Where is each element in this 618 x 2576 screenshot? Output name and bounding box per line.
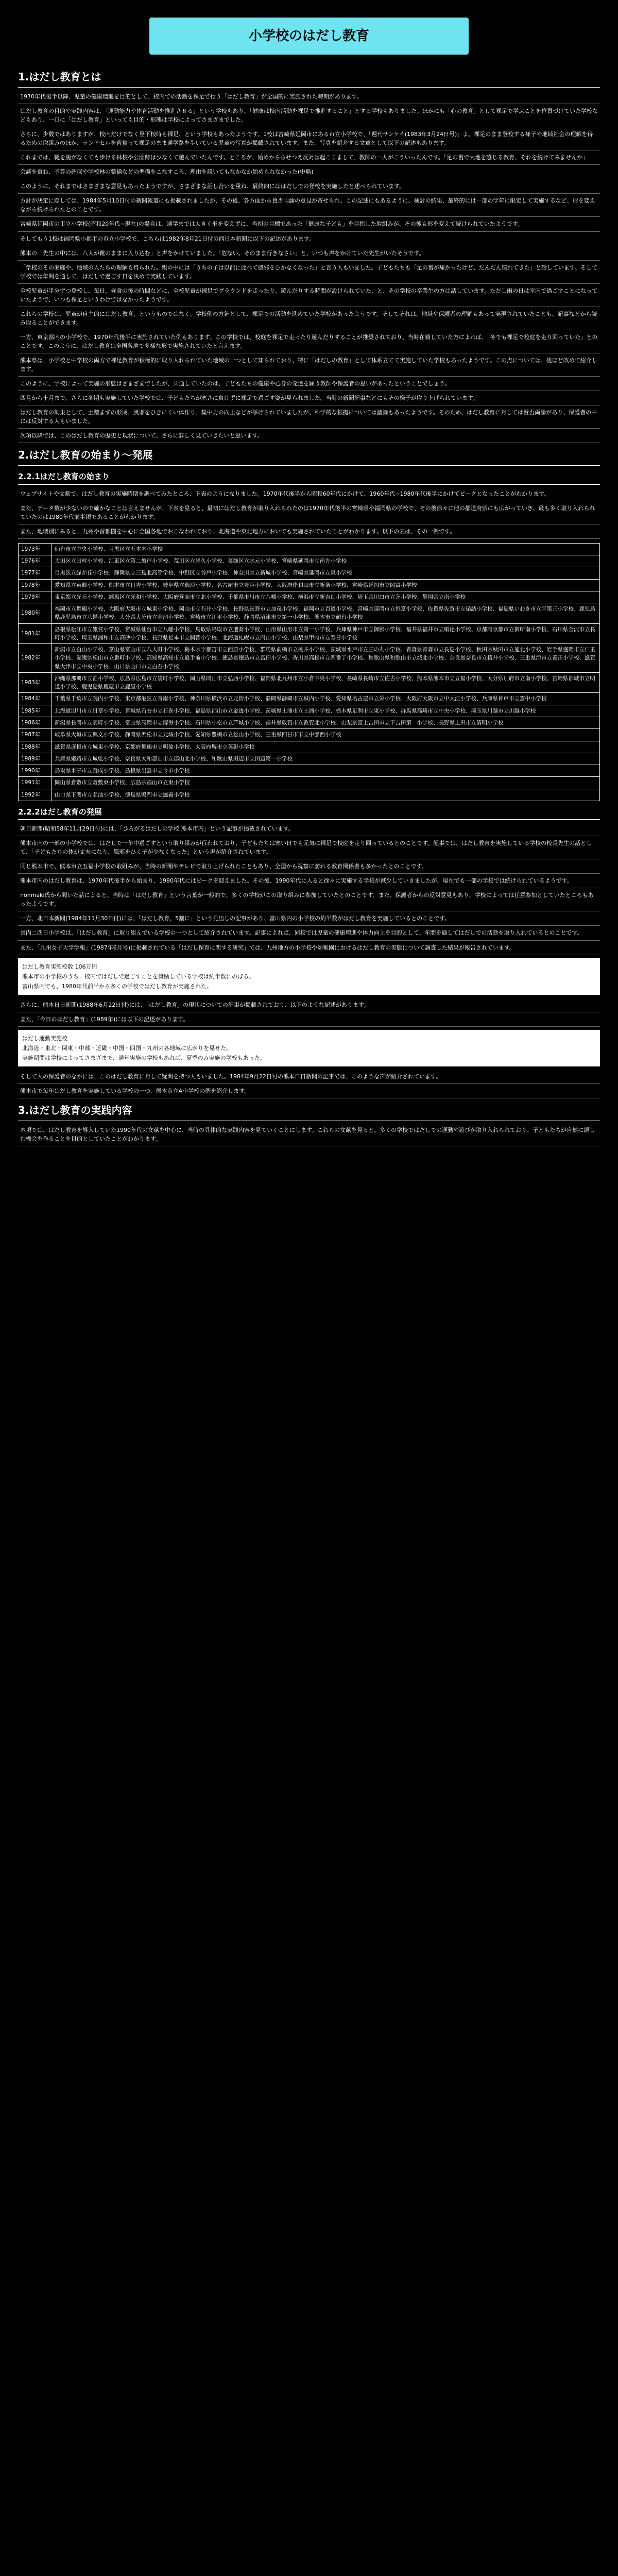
paragraph: また、地域別にみると、九州や首都圏を中心に全国各地でおこなわれており、北海道や東北地方においても実施されていたことがわかります。以下の表は、その一例です。 bbox=[18, 524, 600, 539]
table-cell-year: 1991年 bbox=[19, 777, 52, 789]
article-wrapper bbox=[0, 55, 618, 2576]
table-row bbox=[19, 705, 600, 717]
paragraph: 全校児童が半分ずつ登校し、毎日、昼食の後の時間などに、全校児童が裸足でグラウンドを走ったり、遊んだりする時間が設けられていた、と、その学校の卒業生の方は話しています。ただし雨の日は室内で過ごすことになっていたようで、いつも裸足というわけではなかったようです。 bbox=[18, 284, 600, 307]
table-row bbox=[19, 591, 600, 603]
paragraph: また、「今日のはだし教育」(1989年)には以下の記述があります。 bbox=[18, 1012, 600, 1027]
table-cell-schools: 新潟市立白山小学校、富山県富山市立八人町小学校、栃木県宇都宮市立西原小学校、群馬県前橋市立桃井小学校、茨城県水戸市立三の丸小学校、青森県青森市立長島小学校、秋田県秋田市立旭北小学校、岩手県盛岡市立仁王小学校、愛媛県松山市立番町小学校、高知県高知市立追手前小学校、徳島県徳島市立富田小学校、香川県高松市立四番丁小学校、和歌山県和歌山市立城北小学校、奈良県奈良市立椿井小学校、三重県津市立養正小学校、滋賀県大津市立中央小学校、山口県山口市立白石小学校 bbox=[52, 644, 600, 673]
table-cell-year: 1987年 bbox=[19, 729, 52, 741]
table-cell-schools: 北海道旭川市立日章小学校、宮城県石巻市立石巻小学校、福島県郡山市立金透小学校、茨城県土浦市立土浦小学校、栃木県足利市立東小学校、群馬県高崎市立中央小学校、埼玉県川越市立川越小学校 bbox=[52, 705, 600, 717]
table-row bbox=[19, 603, 600, 624]
paragraph: 熊本の「先生の中には、八人が靴のままに入り込む」と声をかけていました。「危ない。そのまま行きなさい」と、いつも声をかけていた先生がいたそうです。 bbox=[18, 246, 600, 261]
section2-sub2-body-b bbox=[18, 998, 600, 1027]
table-row bbox=[19, 672, 600, 693]
section1-body bbox=[18, 90, 600, 443]
table-cell-schools: 大田区立田村小学校、江東区立第二亀戸小学校、荒川区立尾久小学校、葛飾区立水元小学校、宮崎県延岡市立南方小学校 bbox=[52, 555, 600, 567]
paragraph: 一方、東京都内の小学校で、1970年代後半に実施されていた例もあります。この学校では、校庭を裸足で走ったり遊んだりすることが推奨されており、当時在籍していた方によれば、「冬でも裸足で校庭を走り回っていた」とのことです。このように、はだし教育は全国各地で多様な形で実施されていたと言えます。 bbox=[18, 330, 600, 353]
table-cell-schools: 新潟県長岡市立表町小学校、富山県高岡市立博労小学校、石川県小松市立芦城小学校、福井県敦賀市立敦賀北小学校、山梨県富士吉田市立下吉田第一小学校、長野県上田市立清明小学校 bbox=[52, 717, 600, 729]
paragraph: さらに、熊本日日新聞(1988年6月22日付)には、「はだし教育」の現状についての記事が掲載されており、以下のような記述があります。 bbox=[18, 998, 600, 1012]
paragraph: はだし教育の効果として、土踏まずの形成、風邪をひきにくい体作り、集中力の向上などが挙げられていましたが、科学的な根拠については議論もあったようです。そのため、はだし教育に対しては賛否両論があり、保護者の中には反対する人もいました。 bbox=[18, 405, 600, 429]
table-cell-year: 1979年 bbox=[19, 591, 52, 603]
paragraph: 熊本県は、小学校と中学校の両方で裸足教育が積極的に取り入れられていた地域の一つとして知られており、特に「はだしの教育」として体系立てて実施していた学校もあったようです。この点については、後ほど改めて紹介します。 bbox=[18, 353, 600, 377]
paragraph: 宮崎県延岡市の市立小学校(昭和20年代~現在)の場合は、通学までは大きく形を変えずに、当初の目標であった「健康な子ども」を目指した取組みが、その後も形を変えて続けられていたようです。 bbox=[18, 217, 600, 231]
paragraph: 一方、北日本新聞(1984年11月30日付)には、「はだし教育、5割に」という見出しの記事があり、富山県内の小学校の約半数がはだし教育を実施しているとのことです。 bbox=[18, 911, 600, 926]
paragraph: 本項では、はだし教育を導入していた1990年代の文献を中心に、当時の具体的な実践内容を見ていくことにします。これらの文献を見ると、多くの学校ではだしでの運動や遊びが取り入れられており、子どもたちが自然に親しむ機会を作ることを目的としていたことがわかります。 bbox=[18, 1123, 600, 1146]
paragraph: 「学校のその家庭や、地域の人たちの理解も得られた。親の中には「うちの子は以前に比べて風邪をひかなくなった」と言う人もいました。子どもたちも「足の裏が痛かったけど、だんだん慣れてきた」と話しています。そして学校では年間を通して、はだしで過ごす日を決めて実践しています。 bbox=[18, 261, 600, 284]
paragraph: このように、学校によって実施の形態はさまざまでしたが、共通していたのは、子どもたちの健康や心身の発達を願う教師や保護者の思いがあったということでしょう。 bbox=[18, 377, 600, 391]
paragraph: 1970年代後半以降、児童の健康増進を目的として、校内での活動を裸足で行う「はだし教育」が全国的に実施された時期があります。 bbox=[18, 90, 600, 104]
quote-line: 北海道・東北・関東・中部・近畿・中国・四国・九州の各地域に広がりを見せた。 bbox=[22, 1044, 232, 1052]
quote-line: はだし教育実施校数 106万円 bbox=[22, 963, 97, 970]
table-cell-schools: 目黒区立緑が丘小学校、静岡県立三島北高等学校、中野区立谷戸小学校、神奈川県立新城小学校、宮崎県延岡市立東小学校 bbox=[52, 567, 600, 579]
paragraph: 長内二四日小学校は、「はだし教育」に取り組んでいる学校の一つとして紹介されています。記事によれば、同校では児童の健康増進や体力向上を目的として、年間を通してはだしでの活動を取り入れているとのことです。 bbox=[18, 926, 600, 940]
table-row bbox=[19, 789, 600, 801]
table-row bbox=[19, 555, 600, 567]
section2-sub2-heading: 2.2.2はだし教育の発展 bbox=[18, 806, 600, 820]
table-cell-schools: 沖縄県那覇市立泊小学校、広島県広島市立袋町小学校、岡山県岡山市立弘西小学校、福岡県北九州市立小倉中央小学校、長崎県長崎市立佐古小学校、熊本県熊本市立五福小学校、大分県別府市立南小学校、宮崎県都城市立明道小学校、鹿児島県鹿屋市立鹿屋小学校 bbox=[52, 672, 600, 693]
section2-sub1-heading: 2.2.1はだし教育の始まり bbox=[18, 471, 600, 484]
paragraph: さらに、少数ではありますが、校内だけでなく登下校時も裸足、という学校もあったようです。1校は宮崎県延岡市にある市立小学校で、「週刊サンケイ(1983年3月24日号)」よ、裸足のまま登校する様子や地域社会の理解を得るための取組みのほか、ランドセルを背負って裸足のまま通学路を歩いている児童の写真が掲載されています。また、写真を紹介する文章として以下の記述もあります。 bbox=[18, 127, 600, 150]
table-cell-year: 1976年 bbox=[19, 555, 52, 567]
section1-heading: 1.はだし教育とは bbox=[18, 69, 600, 88]
table-row bbox=[19, 644, 600, 673]
paragraph: 熊本市で毎年はだし教育を実施している学校の一つ、熊本市立A小学校の例を紹介します。 bbox=[18, 1084, 600, 1098]
table-row bbox=[19, 729, 600, 741]
section2-heading: 2.はだし教育の始まり〜発展 bbox=[18, 447, 600, 466]
paragraph: 朝日新聞(昭和58年11月29日付)には、「ひろがるはだしの学校 熊本市内」という記事が掲載されています。 bbox=[18, 822, 600, 836]
table-row bbox=[19, 579, 600, 591]
paragraph: nonmaki氏から聞いた話によると、当時は「はだし教育」という言葉が一般的で、多くの学校がこの取り組みに参加していたとのことです。また、保護者からの反対意見もあり、学校によっては任意参加としていたところもあったようです。 bbox=[18, 888, 600, 911]
table-cell-year: 1984年 bbox=[19, 693, 52, 705]
paragraph: 熊本市内の一部の小学校では、はだしで一年中過ごすという取り組みが行われており、子どもたちは寒い日でも元気に裸足で校庭を走り回っているとのことです。記事では、はだし教育を実施している学校の校長先生の話として、「子どもたちの体が丈夫になり、風邪をひく子が少なくなった」という声が紹介されています。 bbox=[18, 836, 600, 859]
table-cell-schools: 東京都立光丘小学校、練馬区立光和小学校、大阪府箕面市立北小学校、千葉県市川市立八幡小学校、横浜市立新吉田小学校、埼玉県川口市立芝小学校、静岡県立南小学校 bbox=[52, 591, 600, 603]
table-cell-schools: 兵庫県姫路市立城乾小学校、奈良県大和郡山市立郡山北小学校、和歌山県田辺市立田辺第一小学校 bbox=[52, 753, 600, 765]
table-cell-year: 1973年 bbox=[19, 543, 52, 555]
table-cell-year: 1990年 bbox=[19, 765, 52, 777]
paragraph: 四月から十月まで、さらに冬期も実施していた学校では、子どもたちが寒さに負けずに裸足で過ごす姿が見られました。当時の新聞記事などにもその様子が取り上げられています。 bbox=[18, 391, 600, 405]
paragraph: また、データ数が少ないので確かなことは言えませんが、下表を見ると、最初にはだし教育が取り入れられたのは1970年代後半の宮崎県や福岡県の学校で、その後徐々に他の都道府県にも広がっていき、最も多く取り入れられていたのは1980年代前半頃であることがわかります。 bbox=[18, 501, 600, 524]
table-row bbox=[19, 567, 600, 579]
paragraph: そしてもう1校は福岡県小郡市の市立小学校で、こちらは1982年8月21日付の西日本新聞に以下の記述があります。 bbox=[18, 232, 600, 246]
quote-box-2 bbox=[18, 1030, 600, 1066]
paragraph: 方針が決定に際しては、1984年5月10日付の新聞報道にも掲載されましたが、その後、各方面から賛否両論の意見が寄せられ、この記述にもあるように、検討の結果、最終的には一部の学年に限定して実施するなど、形を変えながら続けられたとのことです。 bbox=[18, 194, 600, 217]
table-row bbox=[19, 777, 600, 789]
article-content bbox=[18, 55, 600, 1146]
table-cell-year: 1981年 bbox=[19, 623, 52, 644]
table-cell-schools: 滋賀県彦根市立城東小学校、京都府舞鶴市立明倫小学校、大阪府堺市立英彰小学校 bbox=[52, 741, 600, 753]
table-cell-schools: 岐阜県大垣市立興文小学校、静岡県浜松市立元城小学校、愛知県豊橋市立松山小学校、三重県四日市市立中部西小学校 bbox=[52, 729, 600, 741]
section2-sub2-body-c bbox=[18, 1070, 600, 1098]
paragraph: これまでは、靴を脱がなくても歩ける林校や公園跡は少なくて遊んでいたんです。ところが、始めかららせつえ反対は起こりまして、教師の一人がこういったんです。「足の裏で大地を感じる教育、それを続けてみませんか」 bbox=[18, 150, 600, 165]
quote-line: 実施期間は学校によってさまざまで、通年実施の学校もあれば、夏季のみ実施の学校もあった。 bbox=[22, 1054, 266, 1061]
section2-sub1-body bbox=[18, 487, 600, 539]
section3-body bbox=[18, 1123, 600, 1146]
paragraph: 会談を重ね、予算の確保や学校林の整備などの準備をこなすころ、理由を説いてもなかなか始められなかった(中略) bbox=[18, 165, 600, 179]
table-cell-year: 1977年 bbox=[19, 567, 52, 579]
table-row bbox=[19, 741, 600, 753]
table-cell-year: 1983年 bbox=[19, 672, 52, 693]
quote-box-1 bbox=[18, 958, 600, 995]
table-row bbox=[19, 717, 600, 729]
table-cell-schools: 千葉県千葉市立院内小学校、東京都港区立青南小学校、神奈川県横浜市立元街小学校、静岡県静岡市立城内小学校、愛知県名古屋市立栄小学校、大阪府大阪市立中大江小学校、兵庫県神戸市立雲中小学校 bbox=[52, 693, 600, 705]
table-cell-year: 1988年 bbox=[19, 741, 52, 753]
table-cell-schools: 島根県松江市立雑賀小学校、宮城県仙台市立八幡小学校、鳥取県鳥取市立遷喬小学校、山形県山形市立第一小学校、兵庫県神戸市立御影小学校、福井県福井市立順化小学校、京都府京都市立御所南小学校、石川県金沢市立長町小学校、埼玉県浦和市立高砂小学校、長野県松本市立開智小学校、北海道札幌市立円山小学校、山梨県甲府市立春日小学校 bbox=[52, 623, 600, 644]
table-cell-schools: 仙台市立中央小学校、目黒区立五本木小学校 bbox=[52, 543, 600, 555]
paragraph: はだし教育の目的や実践内容は、「運動能力や体育活動を推進させる」という学校もあり、「健康は校内活動を裸足で推進すること」とする学校もありました。ほかにも「心の教育」として裸足で学ぶことを位置づけていた学校などもあり、一口に「はだし教育」といっても目的・形態は学校によってさまざまでした。 bbox=[18, 104, 600, 127]
table-cell-schools: 山口県下関市立名池小学校、徳島県鳴門市立撫養小学校 bbox=[52, 789, 600, 801]
paragraph: そして人の保護者のなかには、このはだし教育に対して疑問を持つ人もいました。1984年9月22日付の熊本日日新聞の記事では、このような声が紹介されています。 bbox=[18, 1070, 600, 1084]
table-cell-schools: 岡山県倉敷市立倉敷東小学校、広島県福山市立東小学校 bbox=[52, 777, 600, 789]
table-row bbox=[19, 623, 600, 644]
paragraph: これらの学校は、児童が自主的にはだし教育、というものではなく、学校側の方針として、裸足での活動を進めていた学校があったようです。そしてそれは、地域や保護者の理解もあって実現されていたことも、記事などから読み取ることができます。 bbox=[18, 307, 600, 330]
paragraph: 熊本市内のはだし教育は、1970年代後半から始まり、1980年代にはピークを迎えました。その後、1990年代に入ると徐々に実施する学校が減少していきましたが、現在でも一部の学校では続けられているようです。 bbox=[18, 874, 600, 888]
section3-heading: 3.はだし教育の実践内容 bbox=[18, 1103, 600, 1121]
table-cell-year: 1980年 bbox=[19, 603, 52, 624]
paragraph: ウェブサイトや文献で、はだし教育の実施時期を調べてみたところ、下表のようになりました。1970年代後半から昭和60年代にかけて、1960年代~1980年代後半にかけてピークとなったことがわかります。 bbox=[18, 487, 600, 501]
page-title: 小学校のはだし教育 bbox=[248, 28, 369, 44]
table-cell-year: 1978年 bbox=[19, 579, 52, 591]
table-cell-year: 1986年 bbox=[19, 717, 52, 729]
quote-line: はだし運動実施校 bbox=[22, 1035, 67, 1042]
section2-sub2-body-a bbox=[18, 822, 600, 955]
table-cell-year: 1992年 bbox=[19, 789, 52, 801]
table-cell-year: 1982年 bbox=[19, 644, 52, 673]
table-row bbox=[19, 753, 600, 765]
table-cell-year: 1985年 bbox=[19, 705, 52, 717]
table-cell-schools: 鳥取県米子市立啓成小学校、島根県出雲市立今市小学校 bbox=[52, 765, 600, 777]
quote-line: 熊本市の小学校のうち、校内ではだしで過ごすことを奨励している学校は約半数にのぼる。 bbox=[22, 973, 254, 980]
paragraph: このように、それまではさまざまな意見もあったようですが、さまざまな話し合いを重ね、最終的にははだしでの登校を実施したと述べられています。 bbox=[18, 179, 600, 194]
history-table bbox=[18, 543, 600, 801]
table-row bbox=[19, 765, 600, 777]
table-row bbox=[19, 693, 600, 705]
table-row bbox=[19, 543, 600, 555]
table-cell-schools: 福岡市立舞鶴小学校、大阪府大阪市立城東小学校、岡山市立石井小学校、長野県長野市立加茂小学校、福岡市立百道小学校、宮崎県延岡市立恒富小学校、佐賀県佐賀市立循誘小学校、福島県いわき市立平第三小学校、鹿児島県鹿児島市立八幡小学校、大分県大分市立金池小学校、宮崎市立江平小学校、静岡県沼津市立第一小学校、熊本市立碩台小学校 bbox=[52, 603, 600, 624]
paragraph: 次項以降では、このはだし教育の歴史と現状について、さらに詳しく見ていきたいと思います。 bbox=[18, 429, 600, 443]
page-title-banner bbox=[149, 18, 469, 55]
table-cell-year: 1989年 bbox=[19, 753, 52, 765]
quote-line: 富山県内でも、1980年代前半から多くの学校ではだし教育が実施された。 bbox=[22, 982, 212, 990]
paragraph: また、「九州女子大学学報」(1987年6月号)に掲載されている「はだし保育に関する研究」では、九州地方の小学校や幼稚園におけるはだし教育の実態について調査した結果が報告されています。 bbox=[18, 941, 600, 955]
table-cell-schools: 愛知県立東郷小学校、熊本市立日吉小学校、岐阜県立瑞浪小学校、名古屋市立豊臣小学校、大阪府岸和田市立新条小学校、宮崎県延岡市立岡富小学校 bbox=[52, 579, 600, 591]
paragraph: 同じ熊本市で、熊本市立五福小学校の取組みが、当時の新聞やテレビで取り上げられたこともあり、全国から視察に訪れる教育関係者も多かったとのことです。 bbox=[18, 859, 600, 874]
